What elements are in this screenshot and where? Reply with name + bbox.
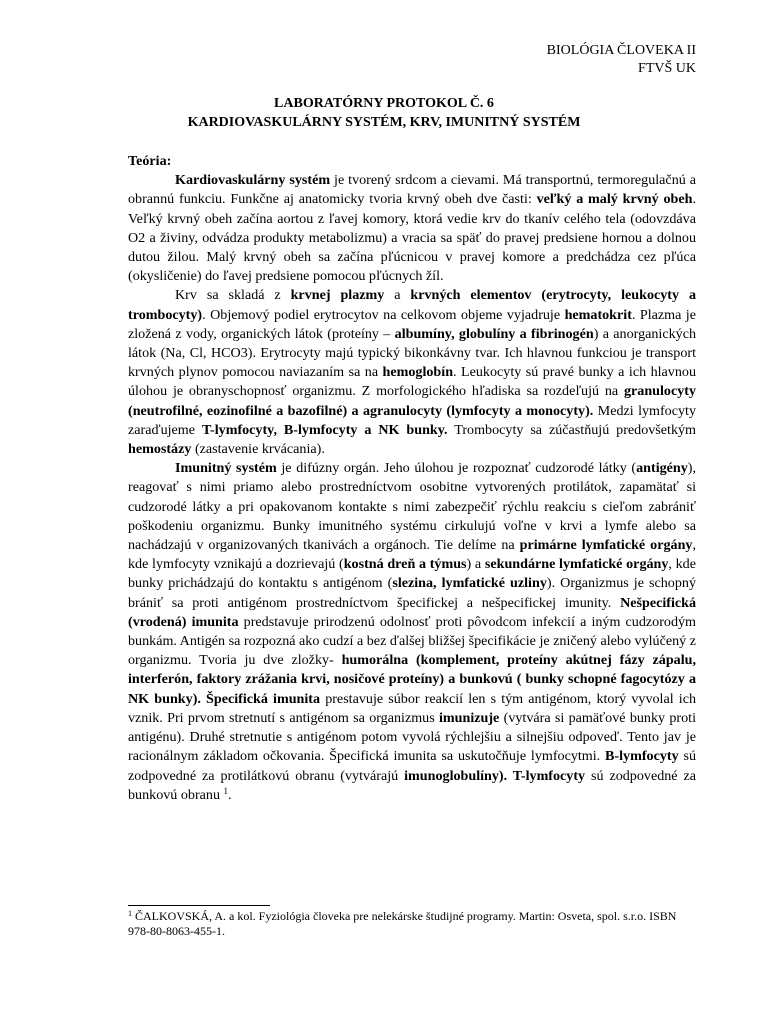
- paragraph-blood: [128, 286, 696, 459]
- bold-term: Kardiovaskulárny systém: [175, 172, 331, 189]
- document-body: [128, 152, 696, 805]
- text-run: predstavuje prirodzenú odolnosť proti pôvodcom infekcií a iným cudzorodým bunkám. Antigén sa rozpozná ako cudzí a bez ďalšej bližšej špecifikácie je zničený alebo vylúčený z organizmu. Tvoria ju dve zložky-: [128, 613, 696, 669]
- text-run: (zastavenie krvácania).: [191, 441, 325, 458]
- bold-term: krvnej plazmy: [290, 287, 385, 304]
- text-run: , kde bunky prichádzajú do kontaktu s antigénom (: [128, 556, 696, 592]
- text-run: . Leukocyty sú pravé bunky a ich hlavnou úlohou je obranyschopnosť organizmu. Z morfologického hľadiska sa rozdeľujú na: [128, 364, 696, 400]
- bold-term: humorálna (komplement, proteíny akútnej fázy zápalu, interferón, faktory zrážania krvi, nosičové proteíny) a bunkovú ( bunky schopné fagocytózy a NK bunky). Špecifická imunita: [128, 652, 696, 707]
- bold-term: Imunitný systém: [175, 460, 277, 477]
- footnote: [128, 909, 698, 939]
- text-run: Trombocyty sa zúčastňujú predovšetkým: [447, 421, 697, 438]
- footnote-text: ČALKOVSKÁ, A. a kol. Fyziológia človeka pre nelekárske študijné programy. Martin: Osveta, spol. s.r.o. ISBN 978-80-8063-455-1.: [128, 909, 677, 938]
- bold-term: imunoglobulíny). T-lymfocyty: [404, 767, 586, 784]
- text-run: sú zodpovedné za protilátkovú obranu (vytvárajú: [128, 748, 696, 784]
- bold-term: B-lymfocyty: [605, 748, 679, 765]
- text-run: je difúzny orgán. Jeho úlohou je rozpoznať cudzorodé látky (: [276, 460, 637, 477]
- text-run: ). Organizmus je schopný brániť sa proti antigénom prostredníctvom špecifickej a nešpecifickej imunity.: [128, 575, 696, 611]
- paragraph-immune-system: [128, 459, 696, 805]
- bold-term: granulocyty (neutrofilné, eozinofilné a bazofilné) a agranulocyty (lymfocyty a monocyty).: [128, 383, 696, 419]
- bold-term: krvných elementov (erytrocyty, leukocyty a trombocyty): [128, 287, 696, 323]
- text-run: Medzi lymfocyty zaraďujeme: [128, 402, 696, 438]
- text-run: . Veľký krvný obeh začína aortou z ľavej komory, ktorá vedie krv do tkanív celého tela (odovzdáva O2 a živiny, odvádza produkty metabolizmu) a vracia sa späť do pravej predsiene hornou a dolnou dutou žilou. Malý krvný obeh sa začína pľúcnicou v pravej komore a predchádza cez pľúca (okysličenie) do ľavej predsiene pomocou pľúcnych žíl.: [128, 191, 696, 285]
- text-run: (vytvára si pamäťové bunky proti antigénu). Druhé stretnutie s antigénom potom vyvolá rýchlejšiu a silnejšiu odpoveď. Tento jav je racionálnym základom očkovania. Špecifická imunita sa uskutočňuje lymfocytmi.: [128, 709, 696, 765]
- text-run: a: [384, 287, 411, 304]
- faculty-name: FTVŠ UK: [638, 61, 696, 76]
- text-run: . Objemový podiel erytrocytov na celkovom objeme vyjadruje: [202, 306, 565, 323]
- text-run: je tvorený srdcom a cievami. Má transportnú, termoregulačnú a obrannú funkciu. Funkčne aj anatomicky tvoria krvný obeh dve časti:: [128, 172, 696, 208]
- bold-term: hematokrit: [564, 306, 632, 323]
- course-name: BIOLÓGIA ČLOVEKA II: [546, 43, 696, 58]
- document-header: [547, 42, 696, 78]
- bold-term: T-lymfocyty, B-lymfocyty a NK bunky.: [201, 421, 448, 438]
- footnote-separator: [128, 905, 270, 906]
- bold-term: hemostázy: [128, 441, 192, 458]
- text-run: .: [228, 786, 232, 803]
- text-run: prestavuje súbor reakcií len s tým antigénom, ktorý vyvolal ich vznik. Pri prvom stretnutí s antigénom sa organizmus: [128, 690, 696, 726]
- bold-term: hemoglobín: [382, 364, 454, 381]
- protocol-subtitle: KARDIOVASKULÁRNY SYSTÉM, KRV, IMUNITNÝ SYSTÉM: [187, 115, 581, 130]
- bold-term: albumíny, globulíny a fibrinogén: [394, 325, 594, 342]
- bold-term: slezina, lymfatické uzliny: [392, 575, 547, 592]
- footnote-reference: 1: [223, 785, 229, 796]
- text-run: Krv sa skladá z: [175, 287, 291, 304]
- protocol-title: LABORATÓRNY PROTOKOL Č. 6: [274, 96, 494, 111]
- text-run: sú zodpovedné za bunkovú obranu: [128, 767, 696, 803]
- text-run: . Plazma je zložená z vody, organických látok (proteíny –: [128, 306, 696, 342]
- bold-term: primárne lymfatické orgány: [519, 537, 693, 554]
- bold-term: sekundárne lymfatické orgány: [484, 556, 669, 573]
- section-heading: Teória:: [128, 153, 172, 169]
- bold-term: imunizuje: [439, 709, 500, 726]
- text-run: ) a anorganických látok (Na, Cl, HCO3). Erytrocyty majú typický bikonkávny tvar. Ich hlavnou funkciou je transport krvných plynov pomocou naviazaním sa na: [128, 325, 696, 381]
- footnote-mark: 1: [128, 909, 132, 918]
- bold-term: kostná dreň a týmus: [343, 556, 467, 573]
- document-title: [0, 94, 768, 132]
- bold-term: antigény: [636, 460, 688, 477]
- text-run: ), reagovať s nimi priamo alebo prostredníctvom osobitne vytvorených protilátok, zapamätať si cudzorodé látky a pri opakovanom kontakte s nimi zabezpečiť rýchlu reakciu s cieľom zabrániť poškodeniu organizmu. Bunky imunitného systému cirkulujú voľne v krvi a lymfe alebo sa nachádzajú v organizovaných tkanivách a orgánoch. Tie delíme na: [128, 460, 697, 554]
- text-run: ) a: [466, 556, 485, 573]
- paragraph-cardiovascular: [128, 171, 696, 286]
- bold-term: Nešpecifická (vrodená) imunita: [128, 594, 696, 630]
- text-run: , kde lymfocyty vznikajú a dozrievajú (: [128, 537, 696, 573]
- bold-term: veľký a malý krvný obeh: [536, 191, 693, 208]
